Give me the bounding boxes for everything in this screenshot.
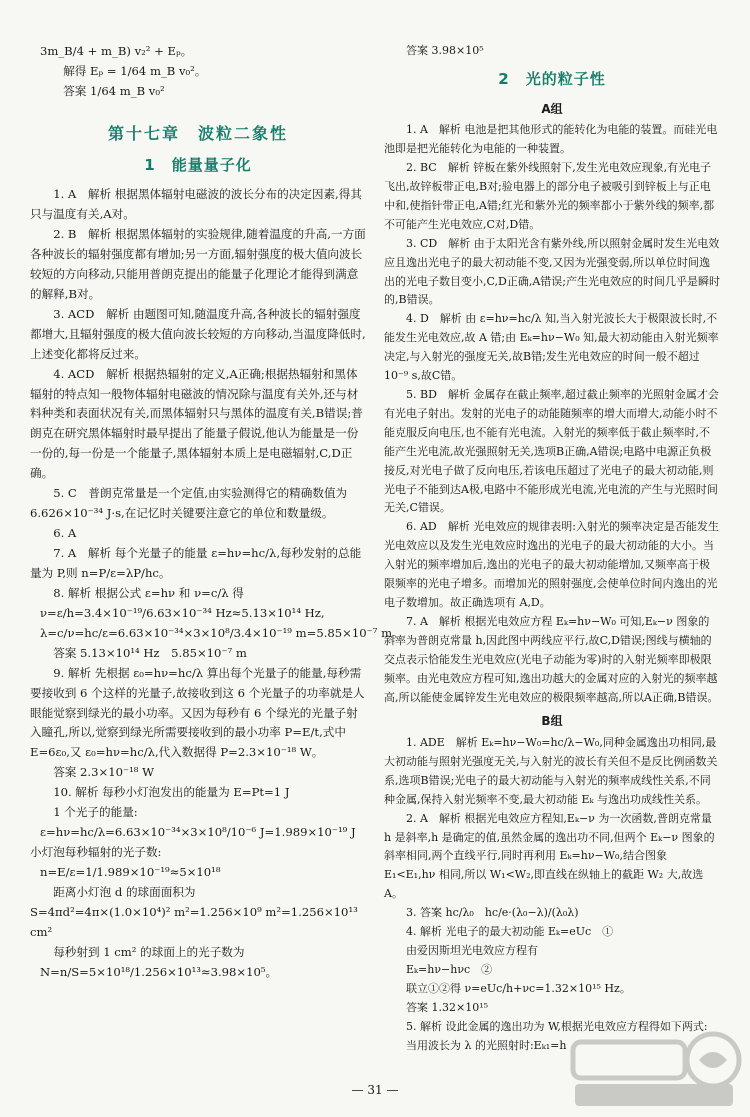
formula-line: ν=ε/h=3.4×10⁻¹⁹/6.63×10⁻³⁴ Hz≈5.13×10¹⁴ Hz, bbox=[40, 605, 325, 620]
solution-paragraph: 8. 解析 根据公式 ε=hν 和 ν=c/λ 得 bbox=[53, 585, 244, 600]
solution-paragraph: 5. 解析 设此金属的逸出功为 W,根据光电效应方程得如下两式: bbox=[406, 1019, 708, 1033]
formula-line: 联立①②得 ν=eUc/h+νc=1.32×10¹⁵ Hz。 bbox=[406, 981, 631, 995]
text-line: 每秒射到 1 cm² 的球面上的光子数为 bbox=[53, 944, 245, 959]
solution-paragraph: 4. D 解析 由 ε=hν=hc/λ 知,当入射光波长大于极限波长时,不能发生光电效应,故 A 错;由 Eₖ=hν−W₀ 知,最大初动能由入射光频率决定,与入射光的强度无关,故B错;发生光电效应的时间一般不超过 10⁻⁹ s,故C错。 bbox=[384, 312, 719, 383]
formula-line: Eₖ=hν−hνc ② bbox=[406, 962, 493, 976]
text-line: 1 个光子的能量: bbox=[53, 805, 138, 820]
answer-line: 答案 3.98×10⁵ bbox=[406, 44, 484, 57]
text-line: 由爱因斯坦光电效应方程有 bbox=[406, 944, 538, 958]
formula-line: S=4πd²=4π×(1.0×10⁴)² m²=1.256×10⁹ m²=1.256×10¹³ cm² bbox=[30, 904, 358, 939]
solution-paragraph: 10. 解析 每秒小灯泡发出的能量为 E=Pt=1 J bbox=[53, 785, 290, 800]
solution-paragraph: 1. A 解析 根据黑体辐射电磁波的波长分布的决定因素,得其只与温度有关,A对。 bbox=[30, 187, 362, 222]
formula-line: n=E/ε=1/1.989×10⁻¹⁹≈5×10¹⁸ bbox=[40, 865, 221, 879]
solution-paragraph: 5. C 普朗克常量是一个定值,由实验测得它的精确数值为 6.626×10⁻³⁴ J·s,在记忆时关键要注意它的单位和数量级。 bbox=[30, 486, 348, 521]
solution-paragraph: 4. ACD 解析 根据热辐射的定义,A正确;根据热辐射和黑体辐射的特点知一般物体辐射电磁波的情况除与温度有关外,还与材料种类和表面状况有关,而黑体辐射只与黑体的温度有关,B错误;普朗克在研究黑体辐射时最早提出了能量子假说,他认为能量是一份一份的,每一份是一个能量子,黑体辐射本质上是电磁辐射,C,D正确。 bbox=[30, 366, 363, 481]
group-heading-b: B组 bbox=[541, 714, 563, 729]
solution-paragraph: 6. A bbox=[53, 526, 77, 541]
chapter-title: 第十七章 波粒二象性 bbox=[107, 123, 288, 143]
answer-line: 答案 5.13×10¹⁴ Hz 5.85×10⁻⁷ m bbox=[53, 645, 247, 660]
solution-paragraph: 2. A 解析 根据光电效应方程知,Eₖ−ν 为一次函数,普朗克常量 h 是斜率,h 是确定的值,虽然金属的逸出功不同,但两个 Eₖ−ν 图象的斜率相同,两个直线平行,同时再利用 Eₖ=hν−W₀,结合图象 E₁<E₁,hν 相同,所以 W₁<W₂,即直线在纵轴上的截距 W₂ 大,故选 A。 bbox=[384, 811, 715, 901]
solution-paragraph: 1. A 解析 电池是把其他形式的能转化为电能的装置。而硅光电池即是把光能转化为电能的一种装置。 bbox=[384, 123, 718, 156]
formula-line: 解得 Eₚ = 1/64 m_B v₀²。 bbox=[63, 63, 207, 78]
solution-paragraph: 7. A 解析 每个光量子的能量 ε=hν=hc/λ,每秒发射的总能量为 P,则 n=P/ε=λP/hc。 bbox=[30, 546, 362, 580]
solution-paragraph: 5. BD 解析 金属存在截止频率,超过截止频率的光照射金属才会有光电子射出。发射的光电子的动能随频率的增大而增大,动能小时不能克服反向电压,也不能有光电流。入射光的频率低于截止频率时,不能产生光电流,故光强照射无关,选项B正确,A错误;电路中电源正负极接反,对光电子做了反向电压,若该电压超过了光电子的最大初动能,则光电子不能到达A极,电路中不能形成光电流,光电流的产生与光照时间无关,C错误。 bbox=[384, 388, 719, 515]
left-column bbox=[30, 42, 404, 983]
formula-line: N=n/S=5×10¹⁸/1.256×10¹³≈3.98×10⁵。 bbox=[40, 964, 278, 979]
answer-line: 答案 1/64 m_B v₀² bbox=[63, 83, 165, 98]
watermark-logo bbox=[565, 1022, 743, 1112]
solution-paragraph: 4. 解析 光电子的最大初动能 Eₖ=eUc ① bbox=[406, 925, 614, 939]
text-line: 距离小灯泡 d 的球面面积为 bbox=[53, 884, 196, 899]
solution-paragraph: 9. 解析 先根据 ε₀=hν=hc/λ 算出每个光量子的能量,每秒需要接收到 6 个这样的光量子,故接收到这 6 个光量子的功率就是人眼能觉察到绿光的最小功率。又因为每秒有 6 个绿光的光量子射入瞳孔,所以,觉察到绿光所需要接收到的最小功率 P=E/t,式中 E=6ε₀,又 ε₀=hν=hc/λ,代入数据得 P=2.3×10⁻¹⁸ W。 bbox=[30, 665, 365, 760]
solution-paragraph: 3. CD 解析 由于太阳光含有紫外线,所以照射金属时发生光电效应且逸出光电子的最大初动能不变,又因为光强变弱,所以单位时间逸出的光电子数目变小,C,D正确,A错误;产生光电效应的时间几乎是瞬时的,B错误。 bbox=[384, 236, 720, 307]
solution-paragraph: 3. ACD 解析 由题图可知,随温度升高,各种波长的辐射强度都增大,且辐射强度的极大值向波长较短的方向移动,当温度降低时,上述变化都将反过来。 bbox=[30, 306, 366, 361]
formula-line: λ=c/ν=hc/ε=6.63×10⁻³⁴×3×10⁸/3.4×10⁻¹⁹ m=5.85×10⁻⁷ m。 bbox=[40, 625, 404, 640]
formula-line: 3m_B/4 + m_B) v₂² + Eₚ。 bbox=[40, 44, 193, 58]
section-title: 1 能量量子化 bbox=[144, 156, 252, 175]
solution-paragraph: 1. ADE 解析 Eₖ=hν−W₀=hc/λ−W₀,同种金属逸出功相同,最大初动能与照射光强度无关,与入射光的波长有关但不是反比例函数关系,选项B错误;光电子的最大初动能与入射光的频率成线性关系,不同种金属,保持入射光频率不变,最大初动能 Eₖ 与逸出功成线性关系。 bbox=[384, 736, 718, 806]
solution-paragraph: 2. BC 解析 锌板在紫外线照射下,发生光电效应现象,有光电子飞出,故锌板带正电,B对;验电器上的部分电子被吸引到锌板上与正电中和,使指针带正电,A错;红光和紫外光的频率都小于紫外线的频率,都不可能产生光电效应,C对,D错。 bbox=[384, 161, 715, 231]
answer-line: 答案 1.32×10¹⁵ bbox=[406, 1000, 489, 1014]
section-title: 2 光的粒子性 bbox=[498, 69, 606, 88]
solution-paragraph: 2. B 解析 根据黑体辐射的实验规律,随着温度的升高,一方面各种波长的辐射强度都有增加;另一方面,辐射强度的极大值向波长较短的方向移动,只能用普朗克提出的能量子化理论才能得到满意的解释,B对。 bbox=[30, 227, 366, 301]
text-line: 当用波长为 λ 的光照射时:Eₖ₁=h bbox=[406, 1038, 567, 1052]
formula-line: ε=hν=hc/λ=6.63×10⁻³⁴×3×10⁸/10⁻⁶ J=1.989×10⁻¹⁹ J bbox=[40, 825, 356, 840]
page-number: — 31 — bbox=[351, 1083, 399, 1097]
right-column bbox=[384, 42, 720, 1055]
answer-line: 3. 答案 hc/λ₀ hc/e·(λ₀−λ)/(λ₀λ) bbox=[406, 906, 579, 920]
solution-paragraph: 6. AD 解析 光电效应的规律表明:入射光的频率决定是否能发生光电效应以及发生光电效应时逸出的光电子的最大初动能的大小。当入射光的频率增加后,逸出的光电子的最大初动能增加,又频率高于极限频率的光电子增多。而增加光的照射强度,会使单位时间内逸出的光电子数增加。故正确选项有 A,D。 bbox=[384, 520, 719, 609]
text-line: 小灯泡每秒辐射的光子数: bbox=[30, 845, 162, 860]
answer-line: 答案 2.3×10⁻¹⁸ W bbox=[53, 765, 154, 780]
solution-paragraph: 7. A 解析 根据光电效应方程 Eₖ=hν−W₀ 可知,Eₖ−ν 图象的斜率为普朗克常量 h,因此图中两线应平行,故C,D错误;图线与横轴的交点表示恰能发生光电效应(光电子动能为零)时的入射光频率即极限频率。由光电效应方程可知,逸出功越大的金属对应的入射光的频率越高,所以能使金属锌发生光电效应的极限频率越高,所以A正确,B错误。 bbox=[384, 614, 719, 704]
group-heading-a: A组 bbox=[541, 101, 563, 116]
